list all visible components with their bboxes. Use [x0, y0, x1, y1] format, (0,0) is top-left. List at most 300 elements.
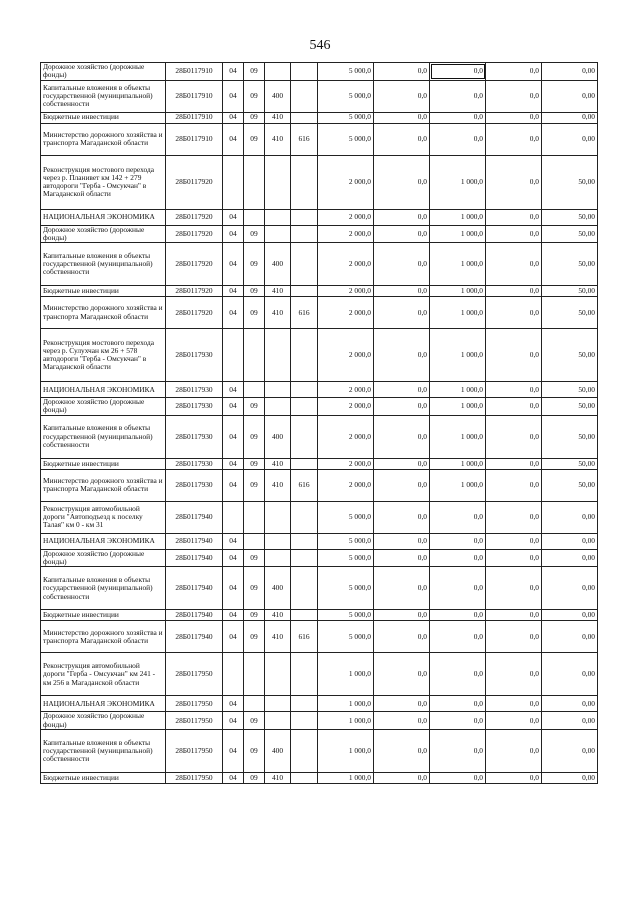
row-value-2-cell: 0,0: [374, 123, 430, 155]
row-section-cell: 04: [223, 533, 244, 549]
row-value-2-cell: 0,0: [374, 567, 430, 610]
table-row: [41, 469, 598, 501]
row-admin-code-cell: [291, 398, 318, 416]
row-expense-type-cell: 410: [265, 469, 291, 501]
row-section-cell: 04: [223, 63, 244, 81]
row-value-3-cell: 0,0: [430, 696, 486, 712]
row-expense-type-cell: 410: [265, 621, 291, 653]
table-row: [41, 653, 598, 696]
table-row: [41, 80, 598, 112]
row-subsection-cell: 09: [244, 549, 265, 567]
row-expense-type-cell: 400: [265, 243, 291, 286]
row-admin-code-cell: [291, 772, 318, 783]
row-plan-value-cell: 2 000,0: [318, 469, 374, 501]
row-percent-cell: 50,00: [542, 243, 598, 286]
row-value-3-cell: 1 000,0: [430, 458, 486, 469]
row-plan-value-cell: 5 000,0: [318, 63, 374, 81]
row-subsection-cell: [244, 155, 265, 209]
row-plan-value-cell: 2 000,0: [318, 286, 374, 297]
row-admin-code-cell: [291, 567, 318, 610]
row-code-cell: 28Б0117940: [166, 501, 223, 533]
row-value-3-cell: 0,0: [430, 621, 486, 653]
row-plan-value-cell: 2 000,0: [318, 225, 374, 243]
row-value-2-cell: 0,0: [374, 772, 430, 783]
row-admin-code-cell: [291, 155, 318, 209]
row-value-3-cell: 0,0: [430, 501, 486, 533]
row-section-cell: 04: [223, 549, 244, 567]
row-value-4-cell: 0,0: [486, 533, 542, 549]
row-expense-type-cell: 410: [265, 458, 291, 469]
row-code-cell: 28Б0117950: [166, 653, 223, 696]
row-name-cell: Министерство дорожного хозяйства и транспорта Магаданской области: [41, 469, 166, 501]
row-percent-cell: 50,00: [542, 469, 598, 501]
row-value-3-cell: 1 000,0: [430, 398, 486, 416]
row-value-4-cell: 0,0: [486, 458, 542, 469]
row-expense-type-cell: [265, 382, 291, 398]
row-code-cell: 28Б0117910: [166, 80, 223, 112]
row-percent-cell: 50,00: [542, 458, 598, 469]
table-row: [41, 610, 598, 621]
row-value-3-cell: 0,0: [430, 712, 486, 730]
row-value-3-cell: 1 000,0: [430, 225, 486, 243]
row-value-3-cell: 0,0: [430, 567, 486, 610]
row-section-cell: 04: [223, 469, 244, 501]
row-admin-code-cell: [291, 458, 318, 469]
row-expense-type-cell: 410: [265, 297, 291, 329]
row-percent-cell: 0,00: [542, 712, 598, 730]
row-plan-value-cell: 5 000,0: [318, 80, 374, 112]
row-percent-cell: 50,00: [542, 382, 598, 398]
row-value-2-cell: 0,0: [374, 382, 430, 398]
page-number: 546: [309, 38, 331, 53]
row-value-2-cell: 0,0: [374, 243, 430, 286]
row-name-cell: Реконструкция автомобильной дороги "Автоподъезд к поселку Талая" км 0 - км 31: [41, 501, 166, 533]
row-value-4-cell: 0,0: [486, 469, 542, 501]
row-name-cell: НАЦИОНАЛЬНАЯ ЭКОНОМИКА: [41, 533, 166, 549]
row-value-2-cell: 0,0: [374, 610, 430, 621]
row-name-cell: Министерство дорожного хозяйства и транспорта Магаданской области: [41, 297, 166, 329]
row-value-2-cell: 0,0: [374, 225, 430, 243]
row-value-2-cell: 0,0: [374, 501, 430, 533]
row-code-cell: 28Б0117940: [166, 621, 223, 653]
row-value-3-cell: 0,0: [430, 729, 486, 772]
row-value-4-cell: 0,0: [486, 696, 542, 712]
row-value-3-cell: 0,0: [430, 123, 486, 155]
row-expense-type-cell: 400: [265, 729, 291, 772]
row-value-4-cell: 0,0: [486, 382, 542, 398]
row-admin-code-cell: [291, 610, 318, 621]
row-value-2-cell: 0,0: [374, 729, 430, 772]
row-plan-value-cell: 5 000,0: [318, 549, 374, 567]
row-plan-value-cell: 5 000,0: [318, 567, 374, 610]
row-plan-value-cell: 5 000,0: [318, 112, 374, 123]
row-value-4-cell: 0,0: [486, 155, 542, 209]
row-subsection-cell: 09: [244, 567, 265, 610]
row-section-cell: 04: [223, 225, 244, 243]
row-code-cell: 28Б0117910: [166, 63, 223, 81]
table-row: [41, 155, 598, 209]
row-value-4-cell: 0,0: [486, 297, 542, 329]
row-section-cell: 04: [223, 112, 244, 123]
row-value-4-cell: 0,0: [486, 80, 542, 112]
table-row: [41, 621, 598, 653]
row-percent-cell: 0,00: [542, 621, 598, 653]
row-value-2-cell: 0,0: [374, 329, 430, 382]
row-value-3-cell: 1 000,0: [430, 469, 486, 501]
row-plan-value-cell: 2 000,0: [318, 458, 374, 469]
row-admin-code-cell: [291, 382, 318, 398]
row-value-2-cell: 0,0: [374, 209, 430, 225]
row-name-cell: Бюджетные инвестиции: [41, 458, 166, 469]
row-value-2-cell: 0,0: [374, 621, 430, 653]
row-value-4-cell: 0,0: [486, 209, 542, 225]
row-expense-type-cell: [265, 653, 291, 696]
row-value-4-cell: 0,0: [486, 610, 542, 621]
row-subsection-cell: 09: [244, 610, 265, 621]
row-plan-value-cell: 1 000,0: [318, 653, 374, 696]
row-value-3-cell: 0,0: [430, 533, 486, 549]
row-admin-code-cell: [291, 225, 318, 243]
row-name-cell: НАЦИОНАЛЬНАЯ ЭКОНОМИКА: [41, 696, 166, 712]
row-subsection-cell: [244, 329, 265, 382]
row-code-cell: 28Б0117910: [166, 112, 223, 123]
row-code-cell: 28Б0117920: [166, 209, 223, 225]
table-row: [41, 112, 598, 123]
row-value-2-cell: 0,0: [374, 533, 430, 549]
row-percent-cell: 0,00: [542, 112, 598, 123]
row-percent-cell: 0,00: [542, 80, 598, 112]
row-percent-cell: 0,00: [542, 549, 598, 567]
row-expense-type-cell: [265, 533, 291, 549]
row-section-cell: 04: [223, 398, 244, 416]
row-section-cell: 04: [223, 123, 244, 155]
row-name-cell: Капитальные вложения в объекты государственной (муниципальной) собственности: [41, 567, 166, 610]
row-code-cell: 28Б0117930: [166, 382, 223, 398]
row-section-cell: 04: [223, 567, 244, 610]
table-row: [41, 209, 598, 225]
row-value-4-cell: 0,0: [486, 729, 542, 772]
row-value-3-cell: 1 000,0: [430, 297, 486, 329]
row-expense-type-cell: [265, 329, 291, 382]
row-name-cell: НАЦИОНАЛЬНАЯ ЭКОНОМИКА: [41, 382, 166, 398]
row-section-cell: 04: [223, 772, 244, 783]
row-value-4-cell: 0,0: [486, 549, 542, 567]
row-plan-value-cell: 2 000,0: [318, 209, 374, 225]
row-value-4-cell: 0,0: [486, 329, 542, 382]
row-code-cell: 28Б0117950: [166, 729, 223, 772]
row-code-cell: 28Б0117920: [166, 297, 223, 329]
row-subsection-cell: [244, 209, 265, 225]
row-admin-code-cell: [291, 729, 318, 772]
table-row: [41, 712, 598, 730]
row-value-4-cell: 0,0: [486, 621, 542, 653]
row-value-4-cell: 0,0: [486, 772, 542, 783]
row-percent-cell: 0,00: [542, 123, 598, 155]
row-section-cell: 04: [223, 729, 244, 772]
row-plan-value-cell: 1 000,0: [318, 729, 374, 772]
row-subsection-cell: 09: [244, 243, 265, 286]
row-code-cell: 28Б0117920: [166, 286, 223, 297]
row-percent-cell: 0,00: [542, 696, 598, 712]
row-section-cell: [223, 653, 244, 696]
row-percent-cell: 0,00: [542, 610, 598, 621]
row-subsection-cell: 09: [244, 63, 265, 81]
row-percent-cell: 0,00: [542, 501, 598, 533]
row-plan-value-cell: 5 000,0: [318, 123, 374, 155]
row-name-cell: Дорожное хозяйство (дорожные фонды): [41, 225, 166, 243]
row-value-2-cell: 0,0: [374, 712, 430, 730]
row-code-cell: 28Б0117950: [166, 712, 223, 730]
row-plan-value-cell: 2 000,0: [318, 398, 374, 416]
row-admin-code-cell: [291, 415, 318, 458]
row-section-cell: 04: [223, 209, 244, 225]
row-name-cell: Капитальные вложения в объекты государственной (муниципальной) собственности: [41, 415, 166, 458]
row-name-cell: Дорожное хозяйство (дорожные фонды): [41, 398, 166, 416]
table-row: [41, 63, 598, 81]
row-expense-type-cell: [265, 225, 291, 243]
row-value-4-cell: 0,0: [486, 243, 542, 286]
row-name-cell: Реконструкция автомобильной дороги "Герба - Омсукчан" км 241 - км 256 в Магаданской области: [41, 653, 166, 696]
row-admin-code-cell: 616: [291, 621, 318, 653]
row-section-cell: 04: [223, 458, 244, 469]
table-row: [41, 458, 598, 469]
row-value-3-cell: 1 000,0: [430, 415, 486, 458]
row-section-cell: 04: [223, 297, 244, 329]
row-subsection-cell: 09: [244, 80, 265, 112]
row-value-2-cell: 0,0: [374, 415, 430, 458]
row-percent-cell: 0,00: [542, 533, 598, 549]
row-subsection-cell: [244, 533, 265, 549]
row-section-cell: 04: [223, 621, 244, 653]
row-subsection-cell: 09: [244, 112, 265, 123]
row-subsection-cell: 09: [244, 415, 265, 458]
row-subsection-cell: 09: [244, 712, 265, 730]
row-value-4-cell: 0,0: [486, 415, 542, 458]
row-value-4-cell: 0,0: [486, 225, 542, 243]
row-value-4-cell: 0,0: [486, 286, 542, 297]
row-code-cell: 28Б0117950: [166, 772, 223, 783]
row-expense-type-cell: [265, 712, 291, 730]
row-expense-type-cell: 410: [265, 772, 291, 783]
row-name-cell: Капитальные вложения в объекты государственной (муниципальной) собственности: [41, 729, 166, 772]
row-code-cell: 28Б0117930: [166, 329, 223, 382]
row-percent-cell: 50,00: [542, 329, 598, 382]
row-value-3-cell: 0,0: [430, 772, 486, 783]
row-name-cell: НАЦИОНАЛЬНАЯ ЭКОНОМИКА: [41, 209, 166, 225]
table-row: [41, 329, 598, 382]
row-percent-cell: 50,00: [542, 286, 598, 297]
row-subsection-cell: 09: [244, 286, 265, 297]
row-value-2-cell: 0,0: [374, 458, 430, 469]
row-admin-code-cell: [291, 112, 318, 123]
row-admin-code-cell: 616: [291, 469, 318, 501]
row-subsection-cell: [244, 653, 265, 696]
row-value-4-cell: 0,0: [486, 398, 542, 416]
row-code-cell: 28Б0117920: [166, 243, 223, 286]
row-percent-cell: 50,00: [542, 398, 598, 416]
row-code-cell: 28Б0117930: [166, 398, 223, 416]
row-value-2-cell: 0,0: [374, 80, 430, 112]
row-plan-value-cell: 1 000,0: [318, 696, 374, 712]
row-name-cell: Капитальные вложения в объекты государственной (муниципальной) собственности: [41, 243, 166, 286]
row-value-4-cell: 0,0: [486, 567, 542, 610]
row-admin-code-cell: [291, 80, 318, 112]
row-percent-cell: 50,00: [542, 155, 598, 209]
table-row: [41, 501, 598, 533]
table-row: [41, 123, 598, 155]
row-code-cell: 28Б0117950: [166, 696, 223, 712]
row-subsection-cell: [244, 501, 265, 533]
table-row: [41, 286, 598, 297]
row-admin-code-cell: 616: [291, 123, 318, 155]
row-name-cell: Дорожное хозяйство (дорожные фонды): [41, 549, 166, 567]
row-value-3-cell: 1 000,0: [430, 286, 486, 297]
row-code-cell: 28Б0117940: [166, 533, 223, 549]
row-value-2-cell: 0,0: [374, 286, 430, 297]
row-expense-type-cell: [265, 63, 291, 81]
row-expense-type-cell: [265, 398, 291, 416]
row-plan-value-cell: 2 000,0: [318, 415, 374, 458]
row-value-3-cell: 1 000,0: [430, 155, 486, 209]
row-expense-type-cell: [265, 549, 291, 567]
row-expense-type-cell: 410: [265, 123, 291, 155]
table-row: [41, 243, 598, 286]
row-expense-type-cell: [265, 501, 291, 533]
table-row: [41, 549, 598, 567]
row-code-cell: 28Б0117930: [166, 415, 223, 458]
row-value-3-cell: 0,0: [430, 610, 486, 621]
table-row: [41, 729, 598, 772]
row-admin-code-cell: 616: [291, 297, 318, 329]
row-value-2-cell: 0,0: [374, 155, 430, 209]
row-code-cell: 28Б0117920: [166, 225, 223, 243]
row-percent-cell: 50,00: [542, 225, 598, 243]
row-subsection-cell: 09: [244, 621, 265, 653]
row-value-4-cell: 0,0: [486, 653, 542, 696]
row-admin-code-cell: [291, 286, 318, 297]
table-row: [41, 567, 598, 610]
row-value-3-cell: 1 000,0: [430, 243, 486, 286]
budget-table: [40, 62, 598, 784]
row-section-cell: 04: [223, 415, 244, 458]
row-name-cell: Дорожное хозяйство (дорожные фонды): [41, 63, 166, 81]
row-name-cell: Дорожное хозяйство (дорожные фонды): [41, 712, 166, 730]
row-admin-code-cell: [291, 696, 318, 712]
row-plan-value-cell: 2 000,0: [318, 297, 374, 329]
row-code-cell: 28Б0117920: [166, 155, 223, 209]
row-admin-code-cell: [291, 329, 318, 382]
row-name-cell: Бюджетные инвестиции: [41, 610, 166, 621]
row-value-4-cell: 0,0: [486, 501, 542, 533]
row-subsection-cell: [244, 696, 265, 712]
row-percent-cell: 0,00: [542, 63, 598, 81]
row-subsection-cell: 09: [244, 297, 265, 329]
row-expense-type-cell: 400: [265, 80, 291, 112]
row-section-cell: [223, 329, 244, 382]
row-section-cell: 04: [223, 382, 244, 398]
row-plan-value-cell: 2 000,0: [318, 382, 374, 398]
row-percent-cell: 0,00: [542, 772, 598, 783]
table-row: [41, 415, 598, 458]
row-admin-code-cell: [291, 63, 318, 81]
row-section-cell: 04: [223, 286, 244, 297]
row-subsection-cell: 09: [244, 469, 265, 501]
row-value-4-cell: 0,0: [486, 63, 542, 81]
row-value-2-cell: 0,0: [374, 63, 430, 81]
row-plan-value-cell: 2 000,0: [318, 243, 374, 286]
row-percent-cell: 50,00: [542, 297, 598, 329]
row-plan-value-cell: 2 000,0: [318, 155, 374, 209]
row-value-2-cell: 0,0: [374, 297, 430, 329]
row-expense-type-cell: [265, 696, 291, 712]
row-expense-type-cell: 400: [265, 415, 291, 458]
row-admin-code-cell: [291, 653, 318, 696]
row-value-3-cell: 0,0: [430, 549, 486, 567]
row-value-3-cell: 1 000,0: [430, 382, 486, 398]
row-value-3-cell: 1 000,0: [430, 329, 486, 382]
row-value-2-cell: 0,0: [374, 696, 430, 712]
row-value-3-cell: 1 000,0: [430, 209, 486, 225]
row-subsection-cell: 09: [244, 729, 265, 772]
row-percent-cell: 0,00: [542, 567, 598, 610]
row-plan-value-cell: 2 000,0: [318, 329, 374, 382]
row-subsection-cell: 09: [244, 225, 265, 243]
row-plan-value-cell: 5 000,0: [318, 610, 374, 621]
row-value-4-cell: 0,0: [486, 123, 542, 155]
row-percent-cell: 0,00: [542, 653, 598, 696]
row-expense-type-cell: [265, 155, 291, 209]
row-code-cell: 28Б0117940: [166, 567, 223, 610]
row-expense-type-cell: 410: [265, 112, 291, 123]
table-row: [41, 225, 598, 243]
row-expense-type-cell: 400: [265, 567, 291, 610]
table-row: [41, 696, 598, 712]
row-name-cell: Министерство дорожного хозяйства и транспорта Магаданской области: [41, 123, 166, 155]
row-admin-code-cell: [291, 712, 318, 730]
row-percent-cell: 0,00: [542, 729, 598, 772]
row-code-cell: 28Б0117910: [166, 123, 223, 155]
row-admin-code-cell: [291, 501, 318, 533]
row-value-3-cell: 0,0: [430, 112, 486, 123]
table-row: [41, 533, 598, 549]
row-name-cell: Капитальные вложения в объекты государственной (муниципальной) собственности: [41, 80, 166, 112]
row-expense-type-cell: 410: [265, 286, 291, 297]
row-value-3-cell: 0,0: [430, 653, 486, 696]
row-value-4-cell: 0,0: [486, 112, 542, 123]
row-admin-code-cell: [291, 533, 318, 549]
row-admin-code-cell: [291, 209, 318, 225]
row-code-cell: 28Б0117940: [166, 610, 223, 621]
row-value-2-cell: 0,0: [374, 549, 430, 567]
row-value-2-cell: 0,0: [374, 112, 430, 123]
row-expense-type-cell: [265, 209, 291, 225]
row-section-cell: 04: [223, 712, 244, 730]
row-code-cell: 28Б0117940: [166, 549, 223, 567]
row-subsection-cell: [244, 382, 265, 398]
row-code-cell: 28Б0117930: [166, 469, 223, 501]
row-subsection-cell: 09: [244, 123, 265, 155]
row-subsection-cell: 09: [244, 398, 265, 416]
row-section-cell: [223, 155, 244, 209]
row-name-cell: Бюджетные инвестиции: [41, 112, 166, 123]
row-plan-value-cell: 5 000,0: [318, 621, 374, 653]
row-section-cell: 04: [223, 696, 244, 712]
row-admin-code-cell: [291, 243, 318, 286]
row-plan-value-cell: 5 000,0: [318, 501, 374, 533]
row-plan-value-cell: 1 000,0: [318, 712, 374, 730]
row-name-cell: Реконструкция мостового перехода через р. Планивет км 142 + 279 автодороги "Герба - Омсукчан" в Магаданской области: [41, 155, 166, 209]
table-row: [41, 297, 598, 329]
